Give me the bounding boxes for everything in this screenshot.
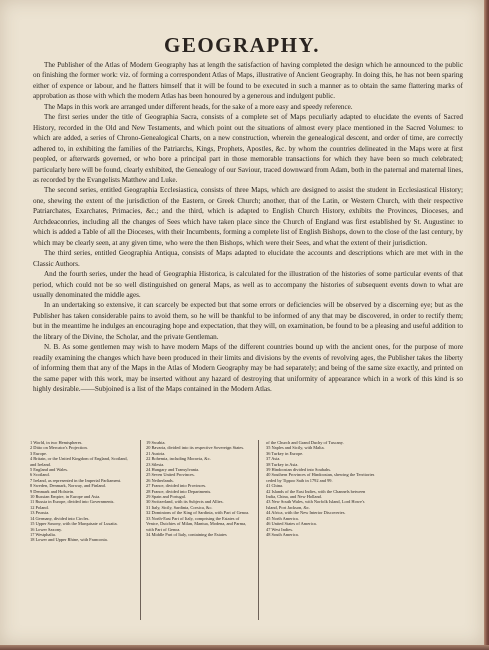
map-list-item: 46 United States of America. [266,521,317,527]
map-list-item: 19 Swabia. [146,440,166,445]
map-list-item: 26 Netherlands. [146,477,174,483]
book-edge-right [484,0,489,650]
paragraph: The first series under the title of Geographia Sacra, consists of a complete set of Maps peculiarly adapted to elucidate the events of Sacred History, recorded in the Old and New Testaments, and which point out the situations of almost every place mentioned in the Sacred Volumes: to which are added, a series of Chrono-Genealogical Charts, on a new construction, wherein the genealogical descent, and order of time, are correctly adhered to, in exhibiting the families of the Patriarchs, Kings, Prophets, Apostles, &c. by whom the countries delineated in the Maps were at first peopled, or afterwards governed, or who bore a principal part in those memorable transactions for which they have been so much celebrated; particularly here will be found, clearly exhibited, the Genealogy of our Saviour, traced downward from Adam, both in the paternal and maternal lines, as recorded by the Evangelists Matthew and Luke. [33,113,463,184]
introduction-text [33,60,463,395]
page-title: GEOGRAPHY. [164,33,320,57]
map-list-item: 23 Silesia. [146,461,165,467]
map-list-item: 22 Bohemia, including Moravia, &c. [146,456,211,462]
map-list-item: 32 Dominions of the King of Sardinia, with Part of Genoa. [146,510,250,516]
map-list-item: 40 Southern Provinces of Hindoostan, shewing the Territories ceded by Tippoo Saib in 1792 and 99. [266,472,375,483]
map-list-item: 2 Ditto on Mercator's Projection. [30,445,88,451]
map-list-item: 34 Middle Part of Italy, containing the Estates [146,531,227,537]
map-list-item: 16 Lower Saxony. [30,526,63,532]
map-list-item: 42 Islands of the East Indies, with the Channels between India, China, and New Holland. [266,488,366,500]
paragraph: N. B. As some gentlemen may wish to have modern Maps of the different countries bound up with the ancient ones, for the purpose of more readily examining the changes which have been produced in their limits and divisions by the events of revolving ages, the Publisher takes the liberty of informing them that any of the Maps in the Atlas of Modern Geography may be had separately; and being of the same size exactly, and printed on the same paper with this work, may be inserted without any hazard of destroying that uniformity of appearance which in a work of this kind is so highly desirable.——Subjoined is a list of the Maps contained in the Modern Atlas. [33,343,463,394]
map-list-item: 20 Bavaria, divided into its respective Sovereign States. [146,445,245,451]
map-list-column-2 [146,440,253,537]
column-divider [258,440,259,620]
map-list-item: 35 Naples and Sicily, with Malta. [266,445,325,451]
map-list-item: 45 North America. [266,515,299,521]
map-list-item: 30 Switzerland, with its Subjects and Allies. [146,499,224,505]
map-list-item: 36 Turkey in Europe. [266,450,304,456]
map-list-item: 12 Poland. [30,504,49,510]
map-list-item: 9 Denmark and Holstein. [30,488,75,494]
map-list-item: 31 Italy, Sicily, Sardinia, Corsica, &c. [146,504,213,510]
map-list-item: 6 Scotland. [30,472,50,478]
column-divider [140,440,141,620]
map-list-item: 24 Hungary and Transylvania. [146,467,200,473]
map-list-item: 43 New South Wales, with Norfolk Island, Lord Howe's Island, Port Jackson, &c. [266,499,365,510]
map-list-item: 10 Russian Empire, in Europe and Asia. [30,494,101,500]
map-list-item: 44 Africa, with the New Interior Discoveries. [266,510,346,516]
paragraph: And the fourth series, under the head of Geographia Historica, is calculated for the illustration of the histories of some particular events of that period, which could not be so well distinguished on general Maps, as well as to accompany the histories of subsequent events down to what are usually denominated the middle ages. [33,270,463,299]
map-list-item: 29 Spain and Portugal. [146,494,187,500]
map-list-item: 21 Austria. [146,450,166,456]
paragraph: The Publisher of the Atlas of Modern Geography has at length the satisfaction of having completed the design which he announced to the public on finishing the former work: viz. of forming a correspondent Atlas of Maps, illustrative of Ancient Geography. In doing this, he has not been sparing either of expence or labour, and he flatters himself that it will be found to be executed in such a manner as to obtain the same flattering marks of approbation as those with which the modern Atlas has been honoured by a generous and indulgent public. [33,61,463,101]
map-list-item: 37 Asia. [266,456,281,462]
map-list-item: 15 Upper Saxony, with the Marquisate of Lusatia. [30,521,118,527]
paragraph: In an undertaking so extensive, it can scarcely be expected but that some errors or deficiencies will be observed by a discerning eye; but as the Publisher has taken considerable pains to avoid them, so he will be thankful to be informed of any that may be discovered, in order to rectify them; but in the meantime he indulges an encouraging hope and expectation, that they will, on examination, be found to be a pleasing and useful addition to the library of the Divine, the Scholar, and the private Gentleman. [33,301,463,341]
map-list-item: 48 South America. [266,531,299,537]
map-list-item: 39 Hindoostan divided into Soubahs. [266,467,332,473]
map-list-item: 3 Europe. [30,450,48,456]
paragraph: The Maps in this work are arranged under different heads, for the sake of a more easy and speedy reference. [44,102,353,111]
map-list-item: 33 North-East Part of Italy, comprising the Estates of Venice, Dutchies of Milan, Mantua, Modena, and Parma, with Part of Genoa. [146,515,247,532]
map-list-column-3 [266,440,376,537]
map-list-item: 7 Ireland, as represented in the Imperial Parliament. [30,477,122,483]
paragraph: The second series, entitled Geographia Ecclesiastica, consists of three Maps, which are designed to assist the student in Ecclesiastical History; one, shewing the extent of the jurisdiction of the Eastern, or Greek Church; another, that of the Latin, or Western Church, with their respective Patriarchates, Exarchates, Primacies, &c.; and the third, which is adapted to English Church History, exhibits the Provinces, Dioceses, and Archdeaconries, including all the changes of Sees which have taken place since the Church of England was first established by St. Augustine: to which is added a Table of all the Dioceses, with their Incumbents, forming a complete list of English Bishops, down to the close of the last century, by which may be clearly seen, at any given time, who were the then Bishops, which were their Sees, and what the extent of their jurisdiction. [33,186,463,247]
map-list-item: 28 France, divided into Departments. [146,488,212,494]
map-list-item: 8 Sweden, Denmark, Norway, and Finland. [30,483,106,489]
map-list-item: 18 Lower and Upper Rhine, with Franconia. [30,537,108,543]
paragraph: The third series, entitled Geographia Antiqua, consists of Maps adapted to elucidate the accounts and descriptions which are met with in the Classic Authors. [33,249,463,268]
map-list-item: 11 Russia in Europe, divided into Governments. [30,499,115,505]
map-list-item: 17 Westphalia. [30,531,56,537]
map-list-item: 13 Prussia. [30,510,50,516]
book-edge-bottom [0,645,489,650]
map-list-item: 38 Turkey in Asia. [266,461,299,467]
map-list-item: 4 Britain, or the United Kingdom of England, Scotland, and Ireland. [30,456,128,467]
map-list-item: 5 England and Wales. [30,467,69,473]
map-list-item: 14 Germany, divided into Circles. [30,515,90,521]
map-list-item: 25 Seven United Provinces. [146,472,195,478]
map-list-item: of the Church and Grand Duchy of Tuscany. [266,440,344,445]
map-list-item: 1 World, in two Hemispheres. [30,440,83,445]
map-list-column-1 [30,440,135,543]
map-list-item: 47 West Indies. [266,526,294,532]
map-list-item: 41 China. [266,483,284,489]
map-list-item: 27 France, divided into Provinces. [146,483,207,489]
